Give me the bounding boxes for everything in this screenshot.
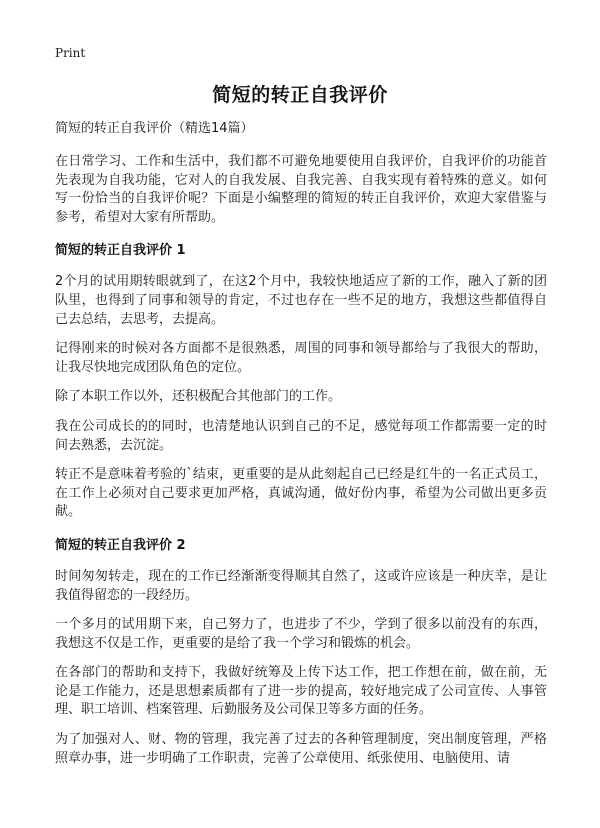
section-1-paragraph: 我在公司成长的的同时，也清楚地认识到自己的不足，感觉每项工作都需要一定的时间去熟悉，去沉淀。 [55,418,547,453]
section-1-paragraph: 2个月的试用期转眼就到了，在这2个月中，我较快地适应了新的工作，融入了新的团队里，也得到了同事和领导的肯定，不过也存在一些不足的地方，我想这些都值得自己去总结，去思考，去提高。 [55,274,547,327]
intro-paragraph: 在日常学习、工作和生活中，我们都不可避免地要使用自我评价，自我评价的功能首先表现为自我功能，它对人的自我发展、自我完善、自我实现有着特殊的意义。如何写一份恰当的自我评价呢？下面是小编整理的简短的转正自我评价，欢迎大家借鉴与参考，希望对大家有所帮助。 [55,154,547,225]
print-link[interactable]: Print [55,46,86,60]
section-1-paragraph: 除了本职工作以外，还积极配合其他部门的工作。 [55,389,342,405]
section-2-paragraph: 一个多月的试用期下来，自己努力了，也进步了不少，学到了很多以前没有的东西，我想这不仅是工作，更重要的是给了我一个学习和锻炼的机会。 [55,617,547,651]
section-heading-2: 简短的转正自我评价 2 [55,537,186,553]
article-body [55,120,547,779]
section-1-paragraph: 转正不是意味着考验的`结束，更重要的是从此刻起自己已经是红牛的一名正式员工，在工作上必须对自己要求更加严格，真诚沟通，做好份内事，希望为公司做出更多贡献。 [55,467,547,520]
page-title: 简短的转正自我评价 [212,84,388,106]
section-2-paragraph: 时间匆匆转走，现在的工作已经渐渐变得顺其自然了，这或许应该是一种庆幸，是让我值得留恋的一段经历。 [55,568,547,603]
section-heading-1: 简短的转正自我评价 1 [55,243,186,259]
section-1-paragraph: 记得刚来的时候对各方面都不是很熟悉，周围的同事和领导都给与了我很大的帮助，让我尽快地完成团队角色的定位。 [55,341,547,375]
section-2-paragraph: 为了加强对人、财、物的管理，我完善了过去的各种管理制度，突出制度管理，严格照章办事，进一步明确了工作职责，完善了公章使用、纸张使用、电脑使用、请 [55,732,547,766]
document-subtitle: 简短的转正自我评价（精选14篇） [55,121,254,136]
section-2-paragraph: 在各部门的帮助和支持下，我做好统筹及上传下达工作，把工作想在前，做在前，无论是工作能力，还是思想素质都有了进一步的提高，较好地完成了公司宣传、人事管理、职工培训、档案管理、后勤服务及公司保卫等多方面的任务。 [55,665,547,718]
